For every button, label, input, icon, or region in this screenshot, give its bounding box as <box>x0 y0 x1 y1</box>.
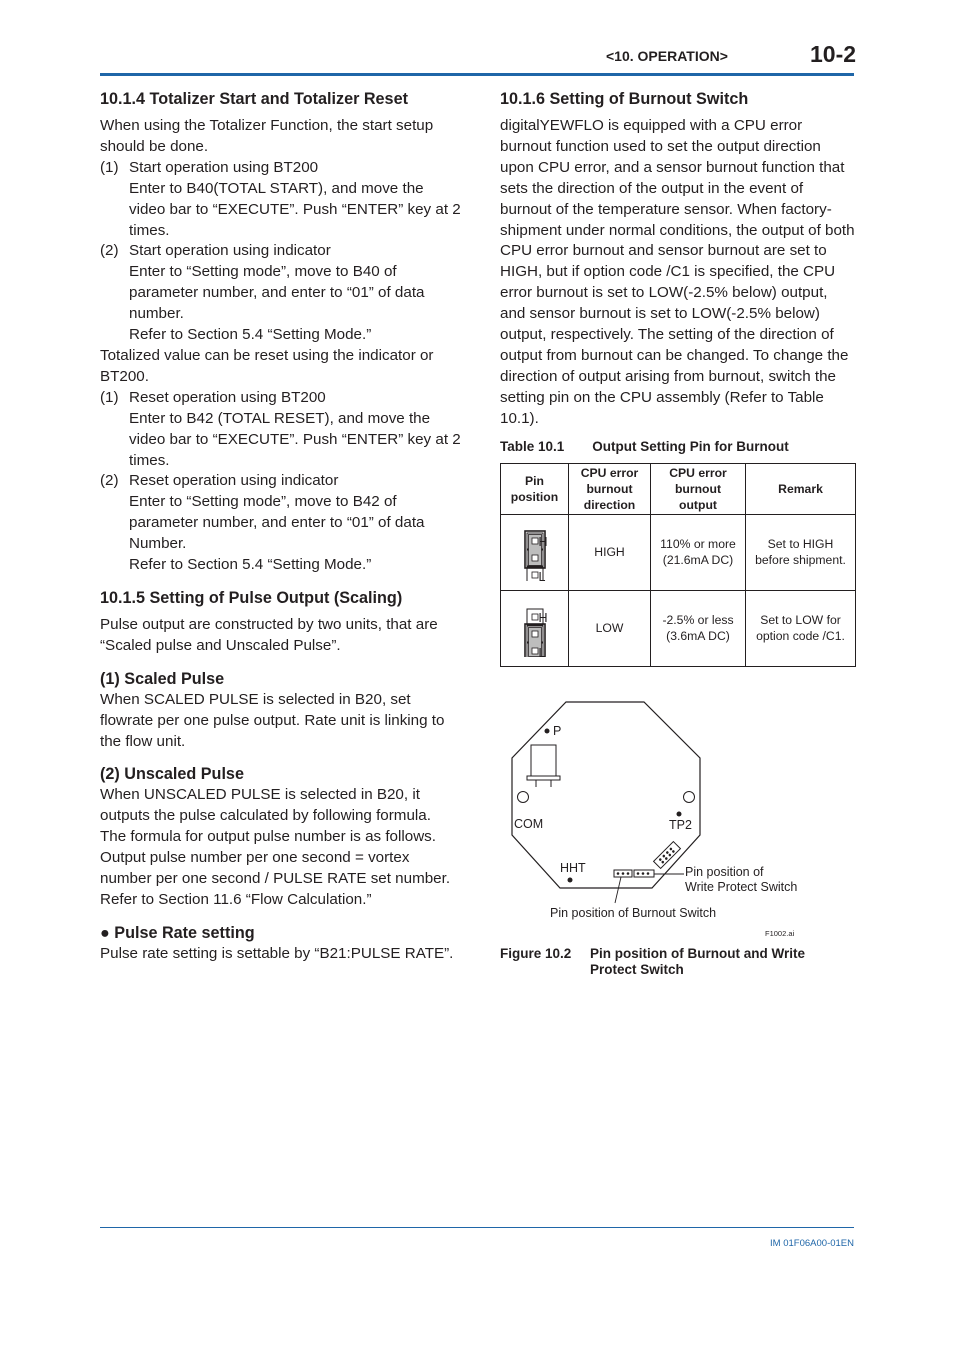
footer-rule <box>100 1227 854 1228</box>
list-item-head: Reset operation using indicator <box>129 472 339 490</box>
remark-cell: Set to LOW for option code /C1. <box>746 590 856 666</box>
section-title-10-1-5: 10.1.5 Setting of Pulse Output (Scaling) <box>100 588 403 607</box>
list-number: (2) <box>100 472 119 490</box>
section-reference: Refer to Section 5.4 “Setting Mode.” <box>129 326 372 344</box>
pin-label-high: H <box>538 535 548 550</box>
label-burnout: Pin position of Burnout Switch <box>550 906 717 920</box>
label-p: P <box>553 724 562 738</box>
scaled-pulse-title: (1) Scaled Pulse <box>100 669 225 688</box>
unscaled-pulse-formula-intro: The formula for output pulse number is as follows. <box>100 828 436 846</box>
pin-label-low: L <box>538 646 546 661</box>
list-item-body: Enter to B40(TOTAL START), and move the video bar to “EXECUTE”. Push “ENTER” key at 2 times. <box>129 179 461 239</box>
figure-cpu-board <box>500 690 856 940</box>
list-item-body: Enter to “Setting mode”, move to B42 of parameter number, and enter to “01” of data Number. <box>129 493 425 553</box>
pulse-rate-body: Pulse rate setting is settable by “B21:PULSE RATE”. <box>100 944 454 962</box>
section-title-10-1-4: 10.1.4 Totalizer Start and Totalizer Reset <box>100 90 408 108</box>
reset-intro: Totalized value can be reset using the indicator or BT200. <box>100 346 434 385</box>
pin-label-low: L <box>538 570 546 585</box>
list-item-body: Enter to “Setting mode”, move to B40 of parameter number, and enter to “01” of data number. <box>129 263 425 323</box>
table-caption-number: Table 10.1 <box>500 438 565 454</box>
table-row <box>501 514 856 590</box>
section-title-10-1-6: 10.1.6 Setting of Burnout Switch <box>500 90 749 108</box>
table-header-row <box>501 463 856 514</box>
section-reference: Refer to Section 5.4 “Setting Mode.” <box>129 556 372 574</box>
left-column <box>100 88 462 965</box>
list-item <box>100 471 462 576</box>
mounting-hole-left <box>518 792 529 803</box>
remark-cell: Set to HIGH before shipment. <box>746 514 856 590</box>
pin-position-cell <box>501 590 569 666</box>
label-write-protect-1: Pin position of <box>685 865 764 879</box>
header-rule <box>100 73 854 76</box>
label-com: COM <box>514 817 544 831</box>
document-id: IM 01F06A00-01EN <box>770 1238 854 1249</box>
output-cell: -2.5% or less (3.6mA DC) <box>651 590 746 666</box>
figure-caption-number: Figure 10.2 <box>500 946 572 961</box>
totalizer-intro: When using the Totalizer Function, the start setup should be done. <box>100 117 434 155</box>
board-outline <box>512 702 700 888</box>
component-body <box>531 745 556 776</box>
scaled-pulse-body: When SCALED PULSE is selected in B20, set flowrate per one pulse output. Rate unit is linking to the flow unit. <box>100 690 445 750</box>
list-item-head: Reset operation using BT200 <box>129 388 326 406</box>
pin-position-cell <box>501 514 569 590</box>
table-row <box>501 590 856 666</box>
label-tp2: TP2 <box>669 818 692 832</box>
start-operation-list <box>100 158 462 346</box>
list-number: (1) <box>100 388 119 406</box>
component-base <box>527 776 560 780</box>
label-file: F1002.ai <box>765 929 795 938</box>
page-number: 10-2 <box>810 41 857 67</box>
list-number: (1) <box>100 158 119 176</box>
list-item <box>100 158 462 242</box>
pin-diagram-high <box>515 523 555 585</box>
list-item <box>100 241 462 346</box>
figure-caption-title: Pin position of Burnout and Write Protect Switch <box>590 946 805 977</box>
pulse-intro: Pulse output are constructed by two units, that are “Scaled pulse and Unscaled Pulse”. <box>100 615 438 654</box>
table-caption <box>500 438 856 456</box>
list-item-head: Start operation using BT200 <box>129 158 319 176</box>
list-item <box>100 388 462 472</box>
table-header-cell: Remark <box>746 463 856 514</box>
mounting-hole-right <box>684 792 695 803</box>
table-header-cell: Pin position <box>501 463 569 514</box>
unscaled-pulse-body: When UNSCALED PULSE is selected in B20, it outputs the pulse calculated by following formula. <box>100 786 431 825</box>
label-hht: HHT <box>560 861 586 875</box>
direction-cell: LOW <box>569 590 651 666</box>
direction-cell: HIGH <box>569 514 651 590</box>
output-cell: 110% or more (21.6mA DC) <box>651 514 746 590</box>
pin-diagram-low <box>515 599 555 661</box>
burnout-pin-table <box>500 463 856 667</box>
cpu-board-diagram <box>500 690 856 940</box>
test-point-p <box>545 729 550 734</box>
unscaled-pulse-title: (2) Unscaled Pulse <box>100 765 244 784</box>
section-reference: Refer to Section 11.6 “Flow Calculation.” <box>100 891 372 908</box>
table-header-cell: CPU error burnout output <box>651 463 746 514</box>
table-header-cell: CPU error burnout direction <box>569 463 651 514</box>
test-point-hht <box>568 878 573 883</box>
right-column <box>500 88 856 667</box>
test-point-tp2 <box>677 812 682 817</box>
list-number: (2) <box>100 242 119 260</box>
unscaled-pulse-formula: Output pulse number per one second = vortex number per one second / PULSE RATE set number. <box>100 849 451 888</box>
burnout-body: digitalYEWFLO is equipped with a CPU error burnout function used to set the output direction upon CPU error, and a sensor burnout function that sets the direction of the output in the event of burnout of the temperature sensor. When factory-shipment under normal conditions, the output of both CPU error burnout and sensor burnout are set to HIGH, but if option code /C1 is specified, the CPU error burnout is set to LOW(-2.5% below) output, and sensor burnout is set to LOW(-2.5% below) output, respectively. The setting of the direction of output from burnout can be changed. To change the direction of output arising from burnout, switch the setting pin on the CPU assembly (Refer to Table 10.1). <box>500 117 855 427</box>
table-caption-title: Output Setting Pin for Burnout <box>592 438 789 454</box>
list-item-body: Enter to B42 (TOTAL RESET), and move the video bar to “EXECUTE”. Push “ENTER” key at 2 times. <box>129 409 461 469</box>
reset-operation-list <box>100 388 462 576</box>
write-protect-switch <box>654 842 681 869</box>
pulse-rate-title: ● Pulse Rate setting <box>100 923 255 942</box>
label-write-protect-2: Write Protect Switch <box>685 880 798 894</box>
leader-burnout <box>615 877 621 903</box>
list-item-head: Start operation using indicator <box>129 242 331 260</box>
pin-label-high: H <box>538 611 548 626</box>
running-header-chapter: <10. OPERATION> <box>606 48 728 64</box>
